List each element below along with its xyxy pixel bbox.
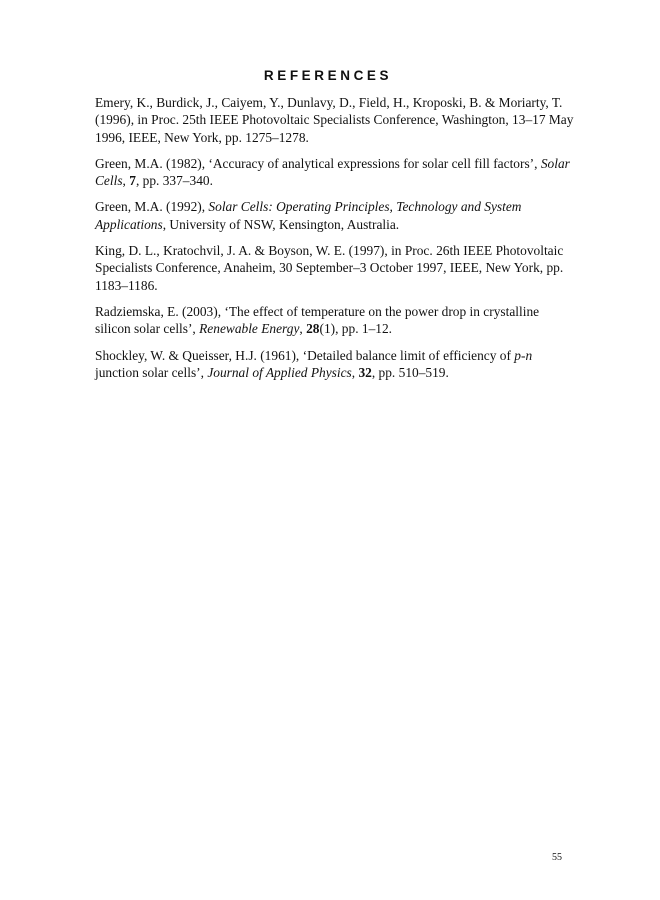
reference-text: Shockley, W. & Queisser, H.J. (1961), ‘Detailed balance limit of efficiency of [95,347,515,363]
reference-text: , [299,321,307,337]
reference-italic-text: p-n [514,347,533,363]
reference-entry [95,155,575,190]
reference-text: Radziemska, E. (2003), ‘The effect of temperature on the power drop in crystalline silicon solar cells’, [95,303,540,337]
section-heading: REFERENCES [263,68,393,83]
reference-text: King, D. L., Kratochvil, J. A. & Boyson, W. E. (1997), in Proc. 26th IEEE Photovoltaic Specialists Conference, Anaheim, 30 September–3 October 1997, IEEE, New York, pp. 1183–1186. [95,243,564,293]
reference-list [95,94,575,381]
page-number: 55 [552,852,562,863]
reference-bold-text: 32 [358,364,372,380]
reference-italic-text: Solar Cells [95,155,570,189]
reference-entry [95,242,575,294]
reference-italic-text: Renewable Energy [199,321,300,337]
reference-text: Green, M.A. (1992), [95,199,209,215]
reference-text: , pp. 510–519. [371,364,449,380]
reference-bold-text: 7 [129,173,136,189]
reference-italic-text: Solar Cells: Operating Principles, Technology and System Applications [95,199,522,232]
reference-entry [95,347,575,382]
reference-entry [95,303,575,338]
reference-text: Green, M.A. (1982), ‘Accuracy of analytical expressions for solar cell fill factors’, [95,155,541,171]
reference-italic-text: Journal of Applied Physics [207,364,352,380]
reference-entry [95,94,575,146]
reference-text: junction solar cells’, [95,364,208,380]
reference-text: Emery, K., Burdick, J., Caiyem, Y., Dunlavy, D., Field, H., Kroposki, B. & Moriarty, T. (1996), in Proc. 25th IEEE Photovoltaic Specialists Conference, Washington, 13–17 May 1996, IEEE, New York, pp. 1275–1278. [95,95,574,145]
reference-text: (1), pp. 1–12. [319,321,393,337]
reference-text: , [351,364,359,380]
reference-text: , pp. 337–340. [135,173,213,189]
reference-bold-text: 28 [306,321,320,337]
reference-entry [95,198,575,233]
reference-text: , [122,173,130,189]
reference-text: , University of NSW, Kensington, Australia. [162,216,400,232]
